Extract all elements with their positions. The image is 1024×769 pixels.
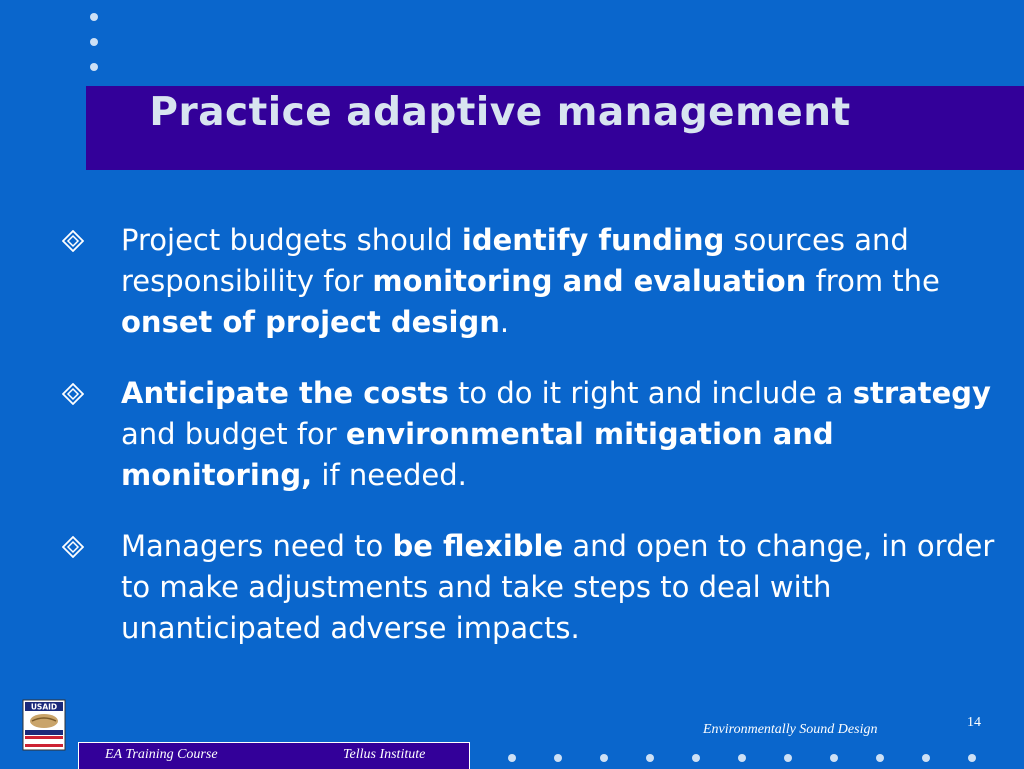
- bullet-segment: if needed.: [312, 458, 467, 492]
- bullet-segment: .: [499, 305, 510, 339]
- bullet-segment: from the: [806, 264, 940, 298]
- decor-dot: [600, 754, 608, 762]
- bullet-emphasis: onset of project design: [121, 305, 500, 339]
- bullet-list: [62, 220, 1012, 679]
- bullet-emphasis: environmental mitigation and monitoring,: [121, 417, 834, 492]
- bullet-text: [121, 529, 994, 645]
- bullet-emphasis: be flexible: [392, 529, 564, 563]
- title-band: [86, 86, 1024, 170]
- bullet-segment: and open to change, in order to make adjustments and take steps to deal with unanticipated adverse impacts.: [121, 529, 995, 645]
- decor-dot: [876, 754, 884, 762]
- decor-dot: [554, 754, 562, 762]
- decor-dot: [692, 754, 700, 762]
- decor-dot: [922, 754, 930, 762]
- decor-dot: [738, 754, 746, 762]
- decor-dot: [90, 13, 98, 21]
- diamond-bullet-icon: [62, 383, 84, 405]
- decor-dot: [90, 63, 98, 71]
- diamond-bullet-icon: [62, 230, 84, 252]
- bullet-segment: to do it right and include a: [448, 376, 853, 410]
- slide-title: Practice adaptive management: [149, 90, 851, 135]
- bullet-item: [62, 373, 1012, 496]
- bullet-segment: Project budgets should: [121, 223, 462, 257]
- diamond-bullet-icon: [62, 536, 84, 558]
- footer-course: EA Training Course: [105, 747, 218, 762]
- decor-dot: [90, 38, 98, 46]
- decor-dot: [784, 754, 792, 762]
- footer-bar: [78, 742, 470, 769]
- footer-section-title: Environmentally Sound Design: [703, 722, 878, 737]
- bullet-segment: sources and responsibility for: [121, 223, 909, 298]
- bullet-text: [121, 223, 940, 339]
- bullet-emphasis: strategy: [852, 376, 991, 410]
- decor-dot: [508, 754, 516, 762]
- bullet-emphasis: monitoring and evaluation: [372, 264, 807, 298]
- bullet-emphasis: identify funding: [461, 223, 725, 257]
- bullet-text: [121, 376, 991, 492]
- decor-dot: [968, 754, 976, 762]
- usaid-logo: [22, 699, 66, 751]
- svg-text:USAID: USAID: [30, 702, 58, 712]
- decor-dot: [830, 754, 838, 762]
- bullet-emphasis: Anticipate the costs: [121, 376, 449, 410]
- bullet-segment: Managers need to: [121, 529, 393, 563]
- page-number: 14: [967, 715, 981, 730]
- decor-dot: [646, 754, 654, 762]
- bullet-segment: and budget for: [121, 417, 346, 451]
- footer-institute: Tellus Institute: [343, 747, 426, 762]
- bullet-item: [62, 526, 1012, 649]
- bullet-item: [62, 220, 1012, 343]
